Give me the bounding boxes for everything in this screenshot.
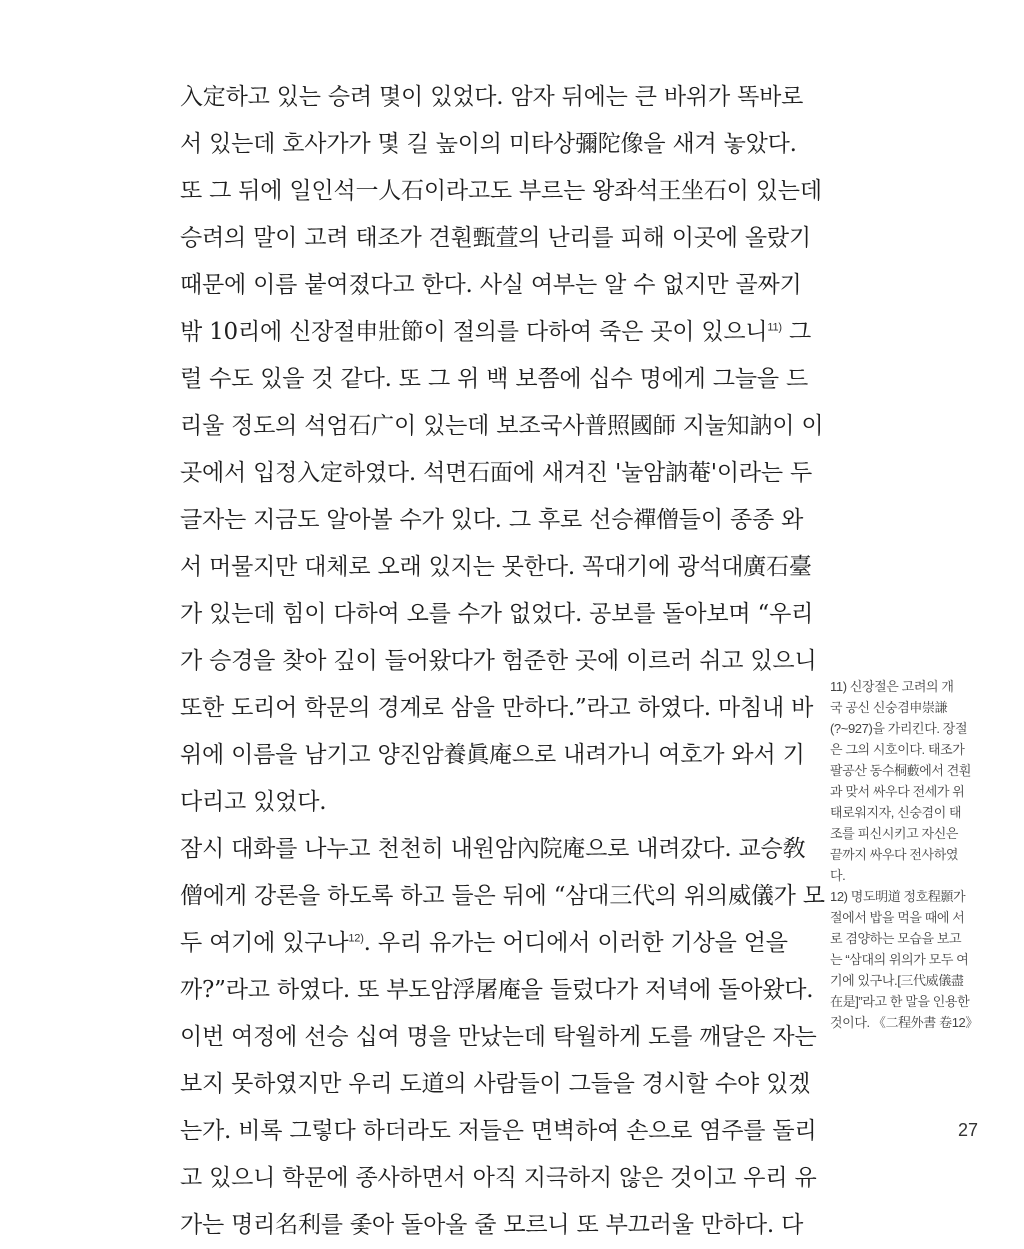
text-line: 가 있는데 힘이 다하여 오를 수가 없었다. 공보를 돌아보며 “우리 bbox=[180, 601, 814, 627]
main-text bbox=[180, 74, 825, 1249]
text-line: 또 그 뒤에 일인석一人石이라고도 부르는 왕좌석王坐石이 있는데 bbox=[180, 178, 822, 204]
text-line: 럴 수도 있을 것 같다. 또 그 위 백 보쯤에 십수 명에게 그늘을 드 bbox=[180, 366, 808, 392]
text-line: 글자는 지금도 알아볼 수가 있다. 그 후로 선승禪僧들이 종종 와 bbox=[180, 507, 804, 533]
footnote-line: (?~927)을 가리킨다. 장절 bbox=[830, 721, 968, 736]
footnote-line: 절에서 밥을 먹을 때에 서 bbox=[830, 910, 965, 925]
text-line: 이번 여정에 선승 십여 명을 만났는데 탁월하게 도를 깨달은 자는 bbox=[180, 1024, 817, 1050]
text-segment: 두 여기에 있구나 bbox=[180, 930, 349, 956]
footnote-line: 과 맞서 싸우다 전세가 위 bbox=[830, 784, 965, 799]
text-line: 잠시 대화를 나누고 천천히 내원암內院庵으로 내려갔다. 교승敎 bbox=[180, 836, 806, 862]
text-line: 가는 명리名利를 좇아 돌아올 줄 모르니 또 부끄러울 만하다. 다 bbox=[180, 1212, 804, 1238]
text-line bbox=[180, 920, 788, 967]
footnote-line: 팔공산 동수桐藪에서 견훤 bbox=[830, 763, 972, 778]
text-segment: . 우리 유가는 어디에서 이러한 기상을 얻을 bbox=[363, 930, 788, 956]
footnote-ref-12[interactable]: 12) bbox=[348, 932, 364, 945]
text-line: 위에 이름을 남기고 양진암養眞庵으로 내려가니 여호가 와서 기 bbox=[180, 742, 805, 768]
text-line: 가 승경을 찾아 깊이 들어왔다가 험준한 곳에 이르러 쉬고 있으니 bbox=[180, 648, 817, 674]
text-line: 곳에서 입정入定하였다. 석면石面에 새겨진 '눌암訥菴'이라는 두 bbox=[180, 460, 813, 486]
text-line: 다리고 있었다. bbox=[180, 789, 327, 815]
text-line: 서 있는데 호사가가 몇 길 높이의 미타상彌陀像을 새겨 놓았다. bbox=[180, 131, 797, 157]
text-line: 는가. 비록 그렇다 하더라도 저들은 면벽하여 손으로 염주를 돌리 bbox=[180, 1118, 817, 1144]
footnote-line: 12) 명도明道 정호程顥가 bbox=[830, 889, 966, 904]
footnote-line: 조를 피신시키고 자신은 bbox=[830, 826, 959, 841]
footnote-line: 는 “삼대의 위의가 모두 여 bbox=[830, 952, 969, 967]
page-number: 27 bbox=[958, 1120, 979, 1140]
text-line bbox=[180, 309, 812, 356]
footnote-line: 로 겸양하는 모습을 보고 bbox=[830, 931, 962, 946]
footnote-line: 다. bbox=[830, 868, 846, 883]
text-line: 入定하고 있는 승려 몇이 있었다. 암자 뒤에는 큰 바위가 똑바로 bbox=[180, 84, 804, 110]
footnote-line: 것이다. 《二程外書 卷12》 bbox=[830, 1015, 978, 1030]
footnote-line: 在是]”라고 한 말을 인용한 bbox=[830, 994, 970, 1009]
footnote-line: 기에 있구나.[三代威儀盡 bbox=[830, 973, 964, 988]
text-line: 보지 못하였지만 우리 도道의 사람들이 그들을 경시할 수야 있겠 bbox=[180, 1071, 811, 1097]
text-line: 까?”라고 하였다. 또 부도암浮屠庵을 들렀다가 저녁에 돌아왔다. bbox=[180, 977, 814, 1003]
text-line: 때문에 이름 붙여졌다고 한다. 사실 여부는 알 수 없지만 골짜기 bbox=[180, 272, 802, 298]
footnote-ref-11[interactable]: 11) bbox=[767, 321, 782, 334]
footnotes bbox=[830, 676, 988, 1033]
text-segment: 그 bbox=[781, 319, 812, 345]
text-line: 승려의 말이 고려 태조가 견훤甄萱의 난리를 피해 이곳에 올랐기 bbox=[180, 225, 811, 251]
text-line: 서 머물지만 대체로 오래 있지는 못한다. 꼭대기에 광석대廣石臺 bbox=[180, 554, 812, 580]
text-segment: 밖 10리에 신장절申壯節이 절의를 다하여 죽은 곳이 있으니 bbox=[180, 319, 768, 345]
text-line: 리울 정도의 석엄石广이 있는데 보조국사普照國師 지눌知訥이 이 bbox=[180, 413, 824, 439]
footnote-line: 은 그의 시호이다. 태조가 bbox=[830, 742, 965, 757]
text-line: 僧에게 강론을 하도록 하고 들은 뒤에 “삼대三代의 위의威儀가 모 bbox=[180, 883, 825, 909]
footnote-line: 국 공신 신숭겸申崇謙 bbox=[830, 700, 948, 715]
footnote-line: 끝까지 싸우다 전사하였 bbox=[830, 847, 959, 862]
text-line: 또한 도리어 학문의 경계로 삼을 만하다.”라고 하였다. 마침내 바 bbox=[180, 695, 814, 721]
text-line: 고 있으니 학문에 종사하면서 아직 지극하지 않은 것이고 우리 유 bbox=[180, 1165, 817, 1191]
footnote-line: 태로워지자, 신숭겸이 태 bbox=[830, 805, 962, 820]
footnote-line: 11) 신장절은 고려의 개 bbox=[830, 679, 954, 694]
